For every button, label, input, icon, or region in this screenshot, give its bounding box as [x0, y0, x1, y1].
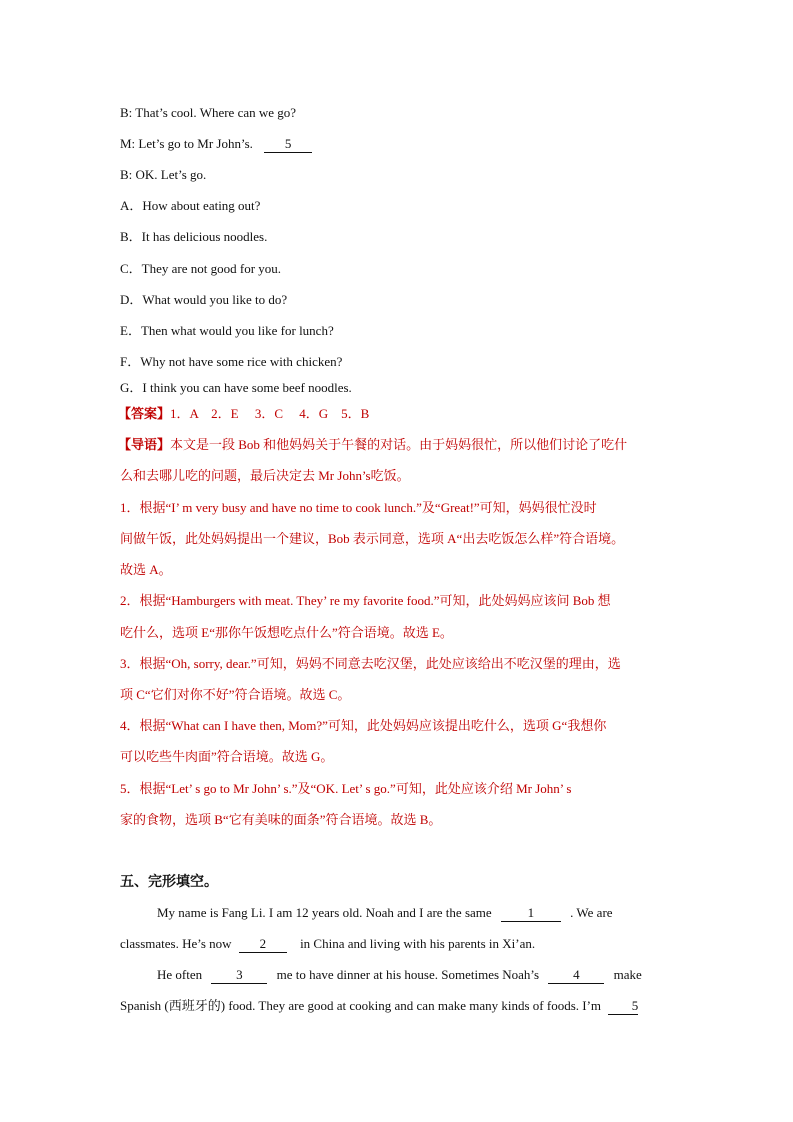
explanation-line-1: 1．根据“I’ m very busy and have no time to cook lunch.”及“Great!”可知，妈妈很忙没时 [120, 500, 597, 515]
option-c: C．They are not good for you. [120, 261, 282, 276]
explanation-line-4: 2．根据“Hamburgers with meat. They’ re my favorite food.”可知，此处妈妈应该问 Bob 想 [120, 593, 611, 608]
passage-p2-line-1 [157, 966, 642, 984]
option-a: A．How about eating out? [120, 198, 261, 213]
option-b: B．It has delicious noodles. [120, 229, 268, 244]
dialogue-line-3: B: OK. Let’s go. [120, 167, 207, 182]
guide-line-2: 么和去哪儿吃的问题，最后决定去 Mr John’s吃饭。 [120, 468, 410, 483]
passage-text: classmates. He’s now [120, 936, 232, 951]
passage-p2-line-2 [120, 997, 638, 1015]
explanation-line-6: 3．根据“Oh, sorry, dear.”可知，妈妈不同意去吃汉堡，此处应该给出不吃汉堡的理由，选 [120, 656, 621, 671]
blank-4: 4 [548, 967, 604, 984]
blank-2: 2 [239, 936, 287, 953]
answer-line [118, 405, 369, 423]
blank-5-passage: 5 [608, 998, 638, 1015]
answer-text: 1．A 2．E 3．C 4．G 5．B [170, 406, 370, 421]
explanation-line-7: 项 C“它们对你不好”符合语境。故选 C。 [120, 687, 351, 702]
passage-text: make [613, 967, 642, 982]
blank-1: 1 [501, 905, 561, 922]
blank-5: 5 [264, 136, 312, 153]
explanation-line-3: 故选 A。 [120, 562, 172, 577]
option-f: F．Why not have some rice with chicken? [120, 354, 343, 369]
passage-text: Spanish (西班牙的) food. They are good at cooking and can make many kinds of foods. I’m [120, 998, 602, 1013]
dialogue-line-2 [120, 135, 312, 153]
passage-p1-line-1 [157, 904, 613, 922]
dialogue-line-2-text: M: Let’s go to Mr John’s. [120, 136, 253, 151]
explanation-line-10: 5．根据“Let’ s go to Mr John’ s.”及“OK. Let’ s go.”可知，此处应该介绍 Mr John’ s [120, 781, 572, 796]
passage-p1-line-2 [120, 935, 535, 953]
passage-text: . We are [570, 905, 613, 920]
explanation-line-8: 4．根据“What can I have then, Mom?”可知，此处妈妈应该提出吃什么，选项 G“我想你 [120, 718, 607, 733]
passage-text: in China and living with his parents in Xi’an. [300, 936, 536, 951]
guide-text-1: 本文是一段 Bob 和他妈妈关于午餐的对话。由于妈妈很忙，所以他们讨论了吃什 [170, 437, 628, 452]
passage-text: My name is Fang Li. I am 12 years old. Noah and I are the same [157, 905, 492, 920]
blank-3: 3 [211, 967, 267, 984]
section-heading: 五、完形填空。 [120, 874, 218, 890]
answer-label: 【答案】 [118, 406, 171, 421]
guide-label: 【导语】 [118, 437, 171, 452]
option-g: G．I think you can have some beef noodles. [120, 380, 352, 395]
dialogue-line-1: B: That’s cool. Where can we go? [120, 105, 297, 120]
passage-text: He often [157, 967, 203, 982]
option-d: D．What would you like to do? [120, 292, 288, 307]
explanation-line-2: 间做午饭，此处妈妈提出一个建议，Bob 表示同意，选项 A“出去吃饭怎么样”符合语境。 [120, 531, 625, 546]
guide-line-1 [118, 436, 627, 454]
explanation-line-11: 家的食物，选项 B“它有美味的面条”符合语境。故选 B。 [120, 812, 442, 827]
explanation-line-5: 吃什么，选项 E“那你午饭想吃点什么”符合语境。故选 E。 [120, 625, 453, 640]
explanation-line-9: 可以吃些牛肉面”符合语境。故选 G。 [120, 749, 334, 764]
passage-text: me to have dinner at his house. Sometimes Noah’s [276, 967, 540, 982]
option-e: E．Then what would you like for lunch? [120, 323, 334, 338]
